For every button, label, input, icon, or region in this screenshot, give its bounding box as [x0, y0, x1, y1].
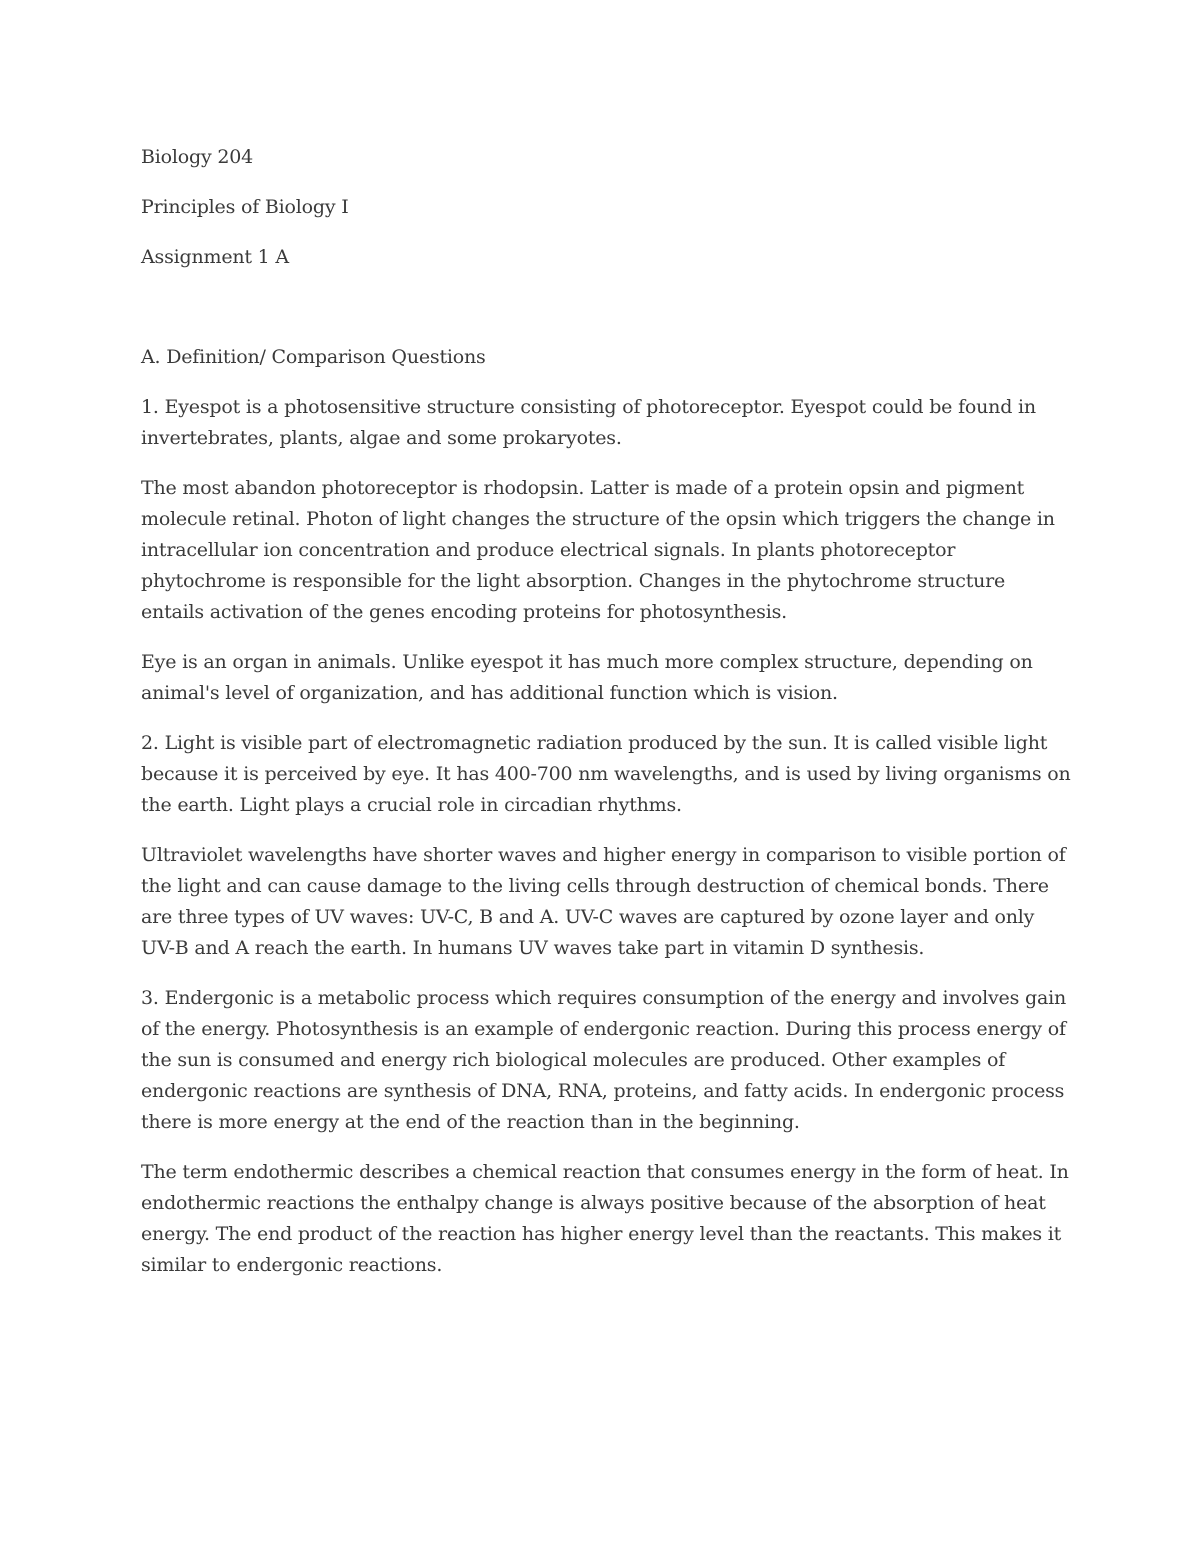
assignment-title: Assignment 1 A: [141, 246, 289, 268]
document-body: [141, 142, 1071, 1300]
paragraph-ultraviolet: Ultraviolet wavelengths have shorter waves and higher energy in comparison to visible portion of the light and can cause damage to the living cells through destruction of chemical bonds. There are three types of UV waves: UV-C, B and A. UV-C waves are captured by ozone layer and only UV-B and A reach the earth. In humans UV waves take part in vitamin D synthesis.: [141, 844, 1066, 959]
course-name: Principles of Biology I: [141, 196, 349, 218]
course-code: Biology 204: [141, 146, 253, 168]
section-title: A. Definition/ Comparison Questions: [141, 346, 486, 368]
paragraph-eyespot-definition: 1. Eyespot is a photosensitive structure consisting of photoreceptor. Eyespot could be found in invertebrates, plants, algae and some prokaryotes.: [141, 396, 1036, 449]
paragraph-photoreceptor: The most abandon photoreceptor is rhodopsin. Latter is made of a protein opsin and pigment molecule retinal. Photon of light changes the structure of the opsin which triggers the change in intracellular ion concentration and produce electrical signals. In plants photoreceptor phytochrome is responsible for the light absorption. Changes in the phytochrome structure entails activation of the genes encoding proteins for photosynthesis.: [141, 477, 1055, 623]
paragraph-light: 2. Light is visible part of electromagnetic radiation produced by the sun. It is called visible light because it is perceived by eye. It has 400-700 nm wavelengths, and is used by living organisms on the earth. Light plays a crucial role in circadian rhythms.: [141, 732, 1071, 816]
paragraph-endergonic: 3. Endergonic is a metabolic process which requires consumption of the energy and involves gain of the energy. Photosynthesis is an example of endergonic reaction. During this process energy of the sun is consumed and energy rich biological molecules are produced. Other examples of endergonic reactions are synthesis of DNA, RNA, proteins, and fatty acids. In endergonic process there is more energy at the end of the reaction than in the beginning.: [141, 987, 1066, 1133]
paragraph-eye: Eye is an organ in animals. Unlike eyespot it has much more complex structure, depending on animal's level of organization, and has additional function which is vision.: [141, 651, 1033, 704]
paragraph-endothermic: The term endothermic describes a chemical reaction that consumes energy in the form of heat. In endothermic reactions the enthalpy change is always positive because of the absorption of heat energy. The end product of the reaction has higher energy level than the reactants. This makes it similar to endergonic reactions.: [141, 1161, 1069, 1276]
header-spacer: [141, 292, 1071, 342]
